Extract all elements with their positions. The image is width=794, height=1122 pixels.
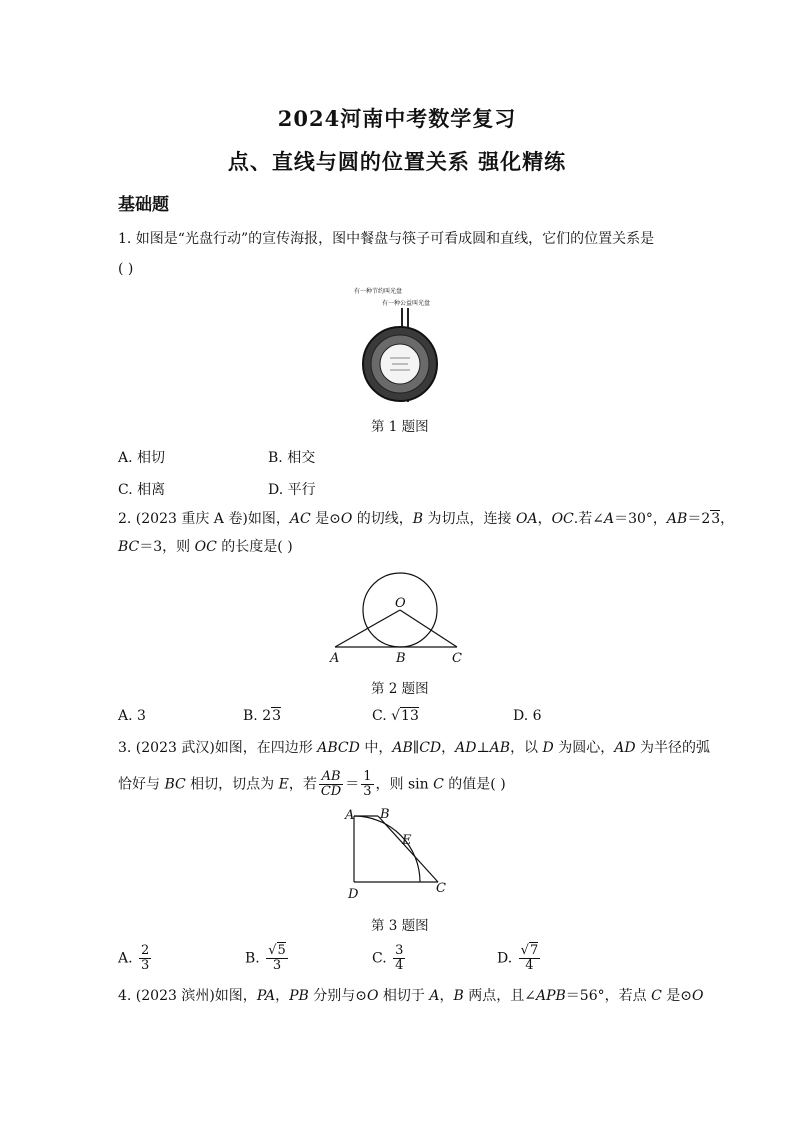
side-bc [378,816,438,882]
question-1-option-a: A. 相切 [118,450,166,466]
question-3-option-c: C. $\frac{3}{4}$ [372,943,404,973]
label-c: C [452,651,462,666]
question-2-option-c: C. √13 [372,708,419,724]
page-title: 2024河南中考数学复习 [277,106,517,131]
question-2-figure [325,565,470,670]
label-o: O [395,596,406,611]
question-1-text: 1. 如图是“光盘行动”的宣传海报，图中餐盘与筷子可看成圆和直线，它们的位置关系是 [118,231,655,247]
question-1-option-c: C. 相离 [118,482,166,498]
question-3-option-a: A. $\frac{2}{3}$ [118,943,150,973]
poster-text-1: 有一种节约叫光盘 [354,288,403,295]
label-a: A [345,808,355,823]
label-e: E [402,833,412,848]
question-3-option-d: D. $\frac{√7}{4}$ [497,943,539,973]
label-c: C [436,881,446,896]
question-1-caption: 第 1 题图 [371,419,429,435]
question-3-option-b: B. $\frac{√5}{3}$ [245,943,286,973]
question-3-caption: 第 3 题图 [371,918,429,934]
line-oa [335,610,400,647]
question-2-option-d: D. 6 [513,708,542,724]
question-1-poster-figure [340,280,460,405]
question-2-option-a: A. 3 [118,708,146,724]
question-2-option-b: B. 23 [243,708,282,724]
question-1-blank: ( ) [118,261,134,277]
question-2-text-line-2: BC＝3，则 OC 的长度是( ) [118,539,293,555]
question-1-option-d: D. 平行 [268,482,316,498]
question-4-text-line-1: 4. (2023 滨州)如图，PA，PB 分别与⊙O 相切于 A，B 两点，且∠APB＝56°，若点 C 是⊙O [118,988,704,1004]
label-d: D [348,887,359,902]
label-a: A [330,651,340,666]
question-2-text-line-1: 2. (2023 重庆 A 卷)如图，AC 是⊙O 的切线，B 为切点，连接 OA，OC.若∠A＝30°，AB＝23， [118,511,735,527]
question-2-caption: 第 2 题图 [371,681,429,697]
question-3-figure [340,806,455,906]
question-3-text-line-2: 恰好与 BC 相切，切点为 E，若 $\frac{AB}{CD}$ ＝ $\frac{1}{3}$ ，则 sin C 的值是( ) [118,769,506,799]
label-b: B [380,807,390,822]
label-b: B [396,651,406,666]
question-3-text-line-1: 3. (2023 武汉)如图，在四边形 ABCD 中，AB∥CD，AD⊥AB，以 D 为圆心，AD 为半径的弧 [118,740,710,756]
question-1-option-b: B. 相交 [268,450,316,466]
line-oc [400,610,457,647]
page-subtitle: 点、直线与圆的位置关系 强化精练 [227,149,567,174]
section-heading: 基础题 [118,195,169,215]
poster-text-2: 有一种公益叫光盘 [382,300,431,307]
